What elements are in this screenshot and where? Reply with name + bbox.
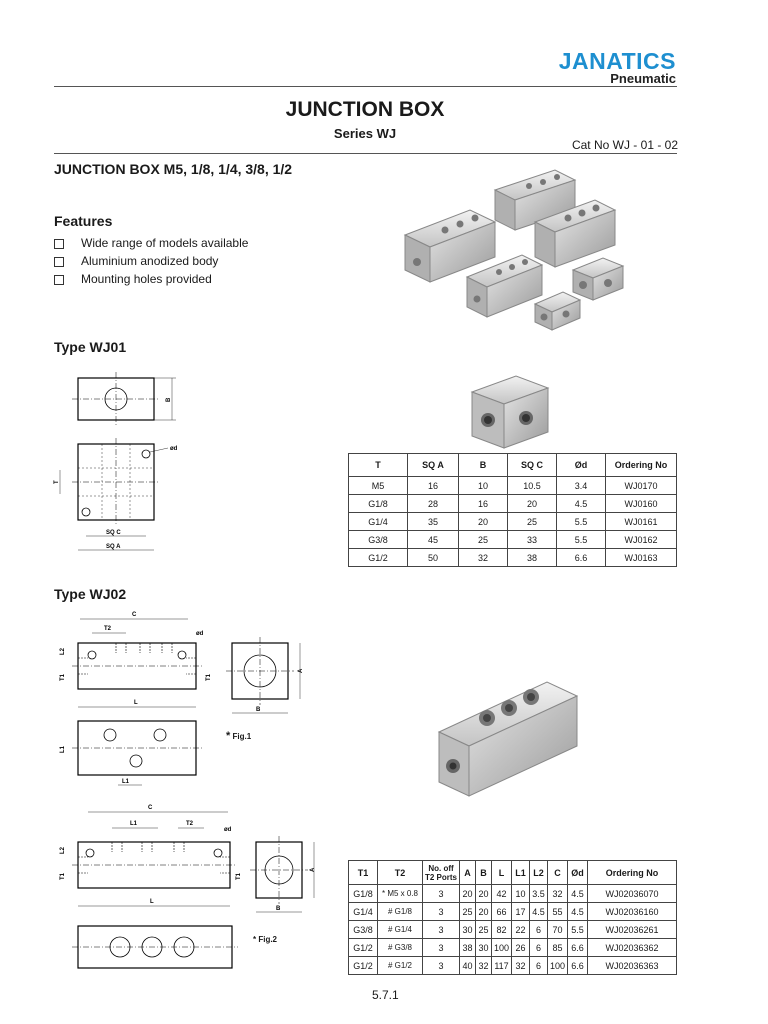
dim-l-label: L bbox=[150, 899, 154, 905]
dim-t-label: T bbox=[54, 480, 60, 484]
wj02-fig2-drawing bbox=[50, 800, 330, 1000]
fig1-label: * Fig.1 bbox=[226, 730, 252, 742]
table-row: M5 16 10 10.5 3.4 WJ0170 bbox=[349, 477, 677, 495]
checkbox-icon bbox=[54, 257, 64, 267]
brand-logo bbox=[559, 50, 676, 86]
table-row: G3/8 # G1/4 3 30 25 82 22 6 70 5.5 WJ02036261 bbox=[349, 921, 677, 939]
table-header-cell: Ordering No bbox=[606, 454, 677, 477]
page-number: 5.7.1 bbox=[372, 988, 399, 1002]
dim-b-label: B bbox=[276, 906, 281, 912]
table-row: G1/2 50 32 38 6.6 WJ0163 bbox=[349, 549, 677, 567]
section-heading: JUNCTION BOX M5, 1/8, 1/4, 3/8, 1/2 bbox=[54, 161, 293, 177]
dim-od-label: ød bbox=[224, 827, 232, 833]
dim-sqc-label: SQ C bbox=[106, 530, 121, 536]
dim-b-label: B bbox=[166, 397, 172, 402]
dim-c-label: C bbox=[132, 612, 137, 618]
table-row: G1/8 * M5 x 0.8 3 20 20 42 10 3.5 32 4.5 WJ02036070 bbox=[349, 885, 677, 903]
table-header-row: T1 T2 No. off T2 Ports A B L L1 L2 C Ød Ordering No bbox=[349, 861, 677, 885]
table-header-cell: SQ C bbox=[508, 454, 557, 477]
dim-l-label: L bbox=[134, 700, 138, 706]
page-title: JUNCTION BOX bbox=[285, 98, 445, 121]
top-rule bbox=[54, 86, 677, 87]
dim-od-label: ød bbox=[170, 446, 178, 452]
dim-t1-label: T1 bbox=[60, 872, 66, 880]
dim-sqa-label: SQ A bbox=[106, 544, 121, 550]
wj02-fig1-drawing bbox=[50, 605, 310, 790]
wj01-product-photo bbox=[468, 370, 553, 455]
fig2-label: * Fig.2 bbox=[253, 935, 278, 944]
dim-l1-label-bottom: L1 bbox=[122, 779, 130, 785]
dim-l2-label: L2 bbox=[60, 647, 66, 655]
table-header-cell: Ød bbox=[557, 454, 606, 477]
dim-t1-label-right: T1 bbox=[236, 872, 242, 880]
feature-item: Aluminium anodized body bbox=[54, 254, 218, 268]
checkbox-icon bbox=[54, 275, 64, 285]
feature-item: Wide range of models available bbox=[54, 236, 248, 250]
table-header-cell: B bbox=[459, 454, 508, 477]
table-row: G1/8 28 16 20 4.5 WJ0160 bbox=[349, 495, 677, 513]
table-header-cell: T bbox=[349, 454, 408, 477]
dim-a-label: A bbox=[310, 867, 316, 872]
checkbox-icon bbox=[54, 239, 64, 249]
table-row: G1/2 # G1/2 3 40 32 117 32 6 100 6.6 WJ02036363 bbox=[349, 957, 677, 975]
mid-rule bbox=[54, 153, 677, 154]
wj01-spec-table bbox=[348, 453, 677, 567]
wj02-spec-table bbox=[348, 860, 677, 975]
dim-t2-label: T2 bbox=[104, 626, 112, 632]
dim-l1-label: L1 bbox=[60, 745, 66, 753]
table-row: G1/4 # G1/8 3 25 20 66 17 4.5 55 4.5 WJ02036160 bbox=[349, 903, 677, 921]
dim-a-label: A bbox=[298, 668, 304, 673]
dim-t1-label: T1 bbox=[60, 673, 66, 681]
table-row: G1/4 35 20 25 5.5 WJ0161 bbox=[349, 513, 677, 531]
dim-l1-label: L1 bbox=[130, 821, 138, 827]
series-label: Series WJ bbox=[333, 126, 397, 141]
table-header-row bbox=[349, 454, 677, 477]
wj01-drawing bbox=[50, 370, 190, 560]
dim-b-label: B bbox=[256, 707, 261, 713]
features-heading: Features bbox=[54, 213, 113, 229]
feature-item: Mounting holes provided bbox=[54, 272, 212, 286]
brand-name: JANATICS bbox=[558, 48, 676, 74]
table-header-cell: SQ A bbox=[408, 454, 459, 477]
dim-c-label: C bbox=[148, 805, 153, 811]
brand-sub: Pneumatic bbox=[610, 71, 676, 86]
dim-t2-label: T2 bbox=[186, 821, 194, 827]
dim-t1-label-right: T1 bbox=[206, 673, 212, 681]
table-row: G3/8 45 25 33 5.5 WJ0162 bbox=[349, 531, 677, 549]
dim-od-label: ød bbox=[196, 631, 204, 637]
wj02-product-photo bbox=[435, 672, 585, 802]
type-wj01-heading: Type WJ01 bbox=[54, 339, 127, 355]
dim-l2-label: L2 bbox=[60, 846, 66, 854]
type-wj02-heading: Type WJ02 bbox=[54, 586, 127, 602]
table-row: G1/2 # G3/8 3 38 30 100 26 6 85 6.6 WJ02036362 bbox=[349, 939, 677, 957]
cat-number: Cat No WJ - 01 - 02 bbox=[571, 138, 678, 152]
product-group-photo bbox=[395, 160, 635, 340]
